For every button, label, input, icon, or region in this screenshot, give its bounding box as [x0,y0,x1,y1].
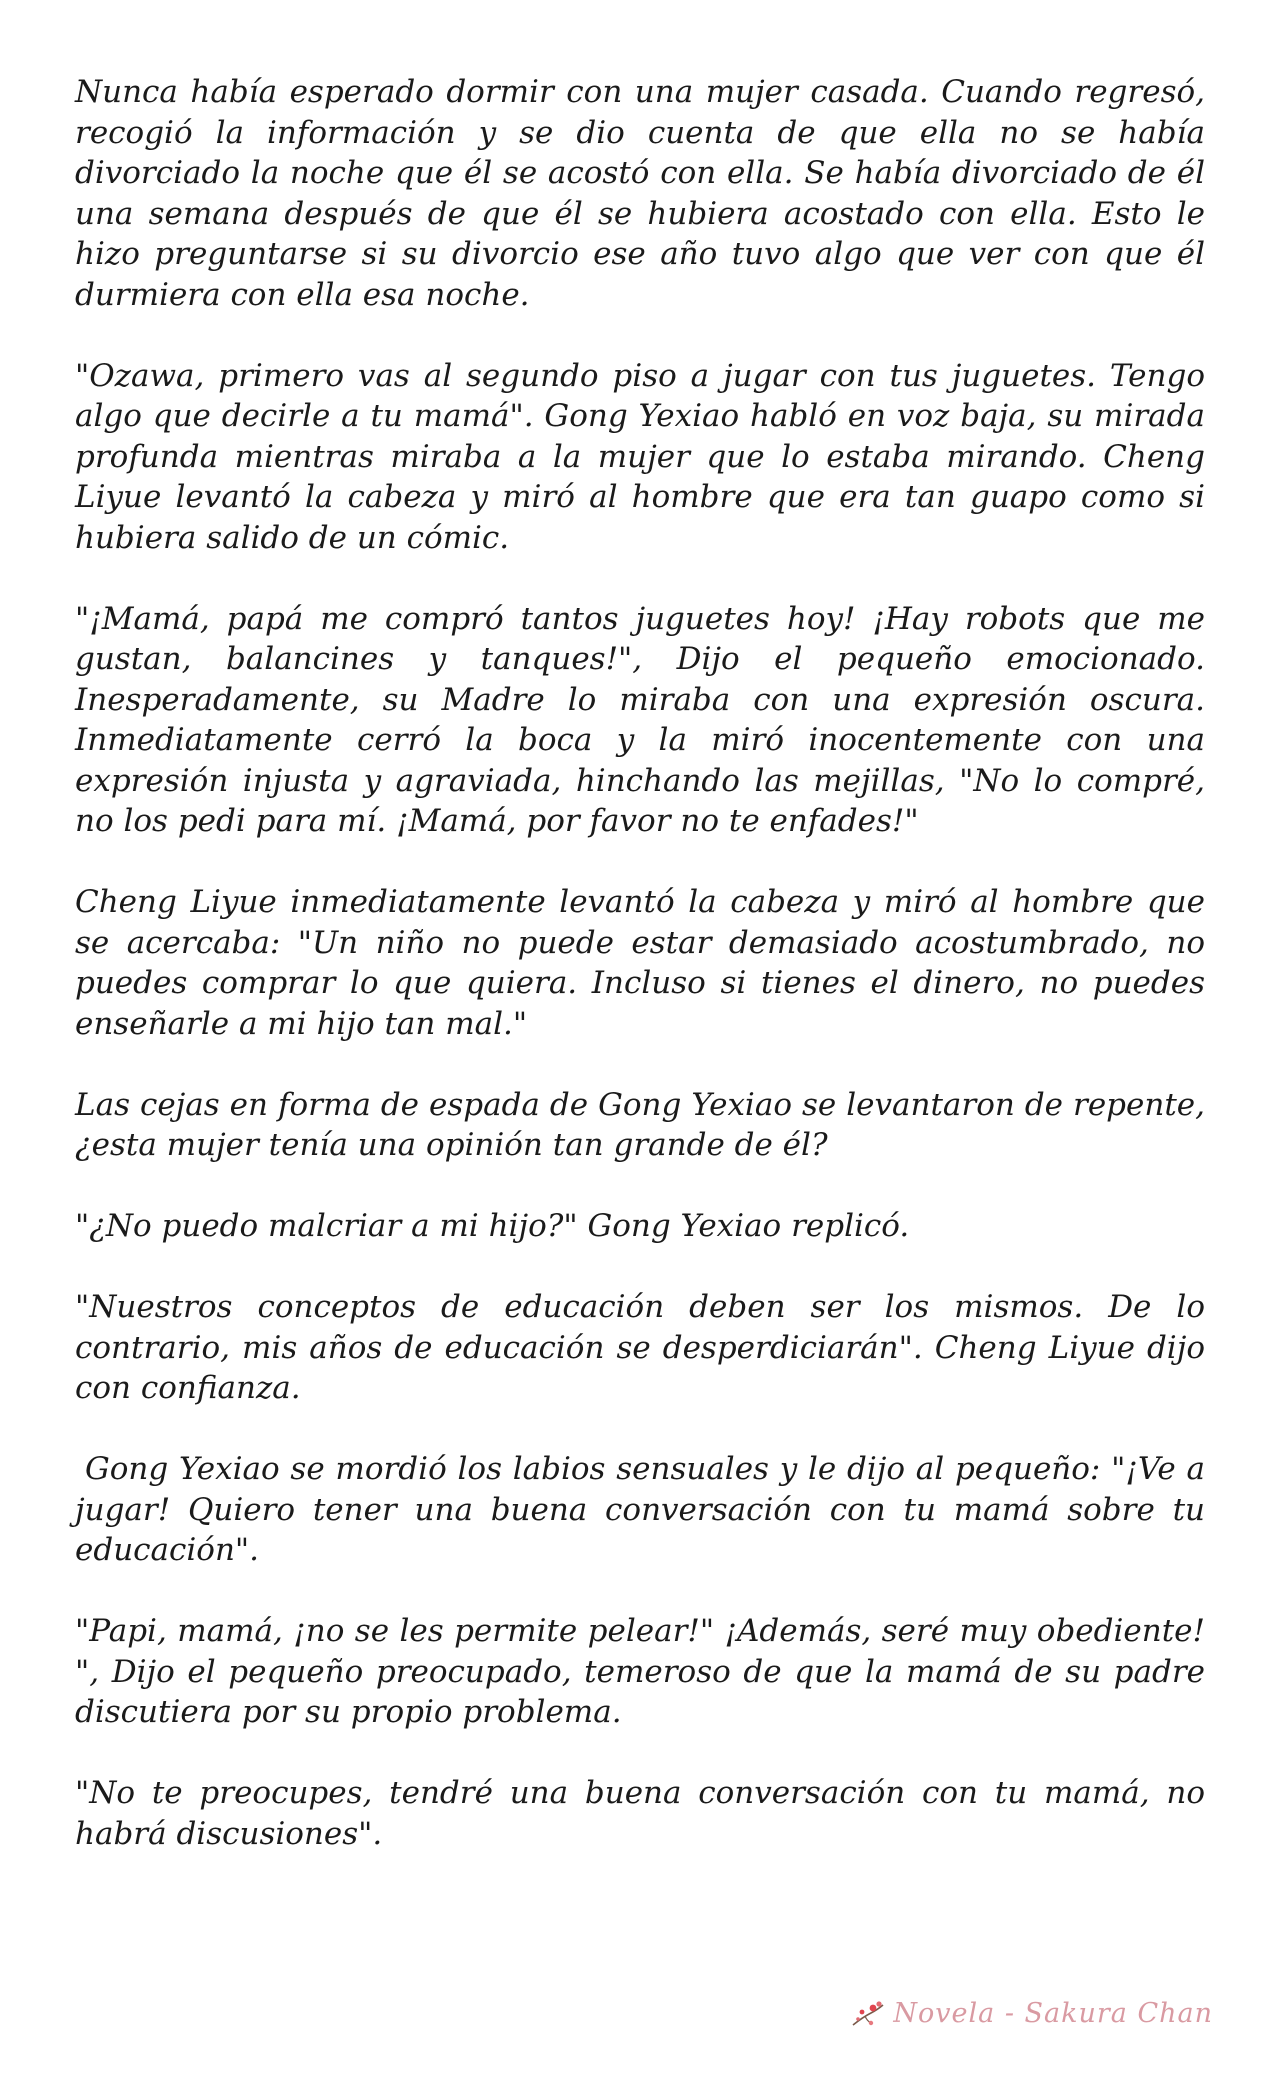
paragraph-1: Nunca había esperado dormir con una mujer casada. Cuando regresó, recogió la información y se dio cuenta de que ella no se había divorciado la noche que él se acostó con ella. Se había divorciado de él una semana después de que él se hubiera acostado con ella. Esto le hizo preguntarse si su divorcio ese año tuvo algo que ver con que él durmiera con ella esa noche. [75,74,1205,313]
paragraph-5: Las cejas en forma de espada de Gong Yexiao se levantaron de repente, ¿esta mujer tenía una opinión tan grande de él? [75,1086,1205,1163]
paragraph-4: Cheng Liyue inmediatamente levantó la cabeza y miró al hombre que se acercaba: "Un niño no puede estar demasiado acostumbrado, no puedes comprar lo que quiera. Incluso si tienes el dinero, no puedes enseñarle a mi hijo tan mal." [75,884,1205,1042]
paragraph-9: "Papi, mamá, ¡no se les permite pelear!" ¡Además, seré muy obediente! ", Dijo el pequeño preocupado, temeroso de que la mamá de su padre discutiera por su propio problema. [75,1613,1205,1730]
paragraph-2: "Ozawa, primero vas al segundo piso a jugar con tus juguetes. Tengo algo que decirle a tu mamá". Gong Yexiao habló en voz baja, su mirada profunda mientras miraba a la mujer que lo estaba mirando. Cheng Liyue levantó la cabeza y miró al hombre que era tan guapo como si hubiera salido de un cómic. [75,357,1205,556]
paragraph-7: "Nuestros conceptos de educación deben ser los mismos. De lo contrario, mis años de educación se desperdiciarán". Cheng Liyue dijo con confianza. [75,1289,1205,1406]
paragraph-3: "¡Mamá, papá me compró tantos juguetes hoy! ¡Hay robots que me gustan, balancines y tanques!", Dijo el pequeño emocionado. Inesperadamente, su Madre lo miraba con una expresión oscura. Inmediatamente cerró la boca y la miró inocentemente con una expresión injusta y agraviada, hinchando las mejillas, "No lo compré, no los pedi para mí. ¡Mamá, por favor no te enfades!" [75,600,1205,839]
novel-text [75,72,1205,1895]
brand-label: Novela - Sakura Chan [893,1998,1213,2029]
paragraph-10: "No te preocupes, tendré una buena conversación con tu mamá, no habrá discusiones". [75,1775,1205,1852]
paragraph-8: Gong Yexiao se mordió los labios sensuales y le dijo al pequeño: "¡Ve a jugar! Quiero tener una buena conversación con tu mamá sobre tu educación". [75,1451,1205,1568]
paragraph-6: "¿No puedo malcriar a mi hijo?" Gong Yexiao replicó. [75,1208,910,1244]
footer-watermark [851,1998,1213,2029]
sakura-branch-icon [851,1999,885,2029]
